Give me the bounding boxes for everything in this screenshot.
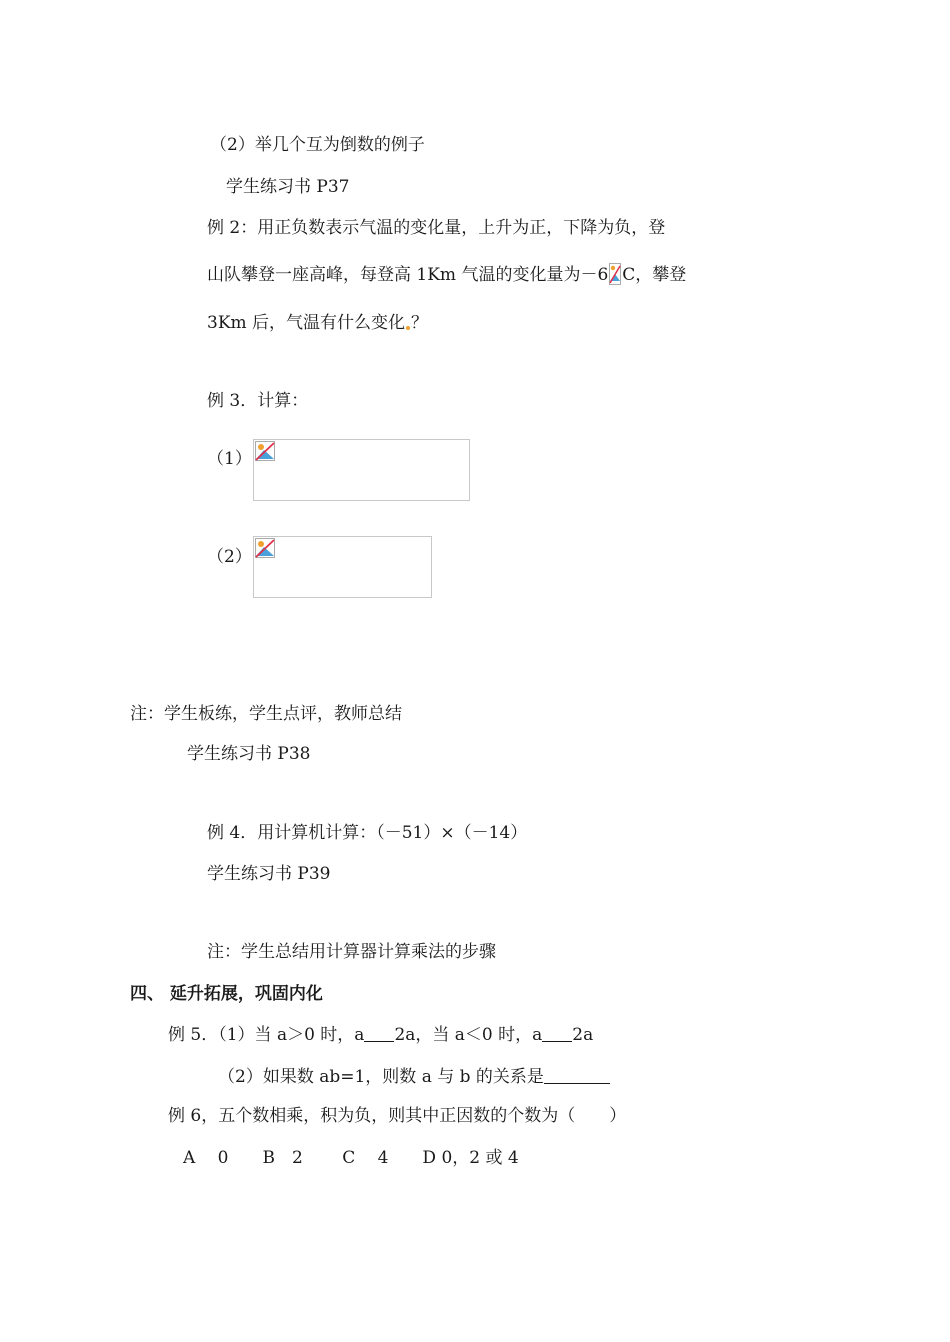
broken-image-icon	[255, 538, 275, 558]
image-marker-icon	[406, 326, 410, 330]
example-5-part-1-tail: 2a	[572, 1025, 594, 1045]
example-3-formula-1-image	[253, 439, 470, 501]
example-2-line-3	[207, 311, 428, 335]
example-2-line-2-tail: C，攀登	[622, 265, 687, 285]
example-2-line-2-text: 山队攀登一座高峰，每登高 1Km 气温的变化量为－6	[207, 265, 609, 285]
example-5-part-2	[218, 1065, 610, 1089]
note-calculator-steps: 注：学生总结用计算器计算乘法的步骤	[207, 942, 496, 962]
example-3-formula-2-image	[253, 536, 432, 598]
example-5-part-1	[168, 1023, 593, 1047]
example-2-line-3-tail: ？	[411, 313, 429, 333]
note-board-practice: 注：学生板练，学生点评，教师总结	[130, 704, 402, 724]
example-2-line-2	[207, 263, 686, 287]
answer-blank	[364, 1025, 394, 1042]
answer-blank	[542, 1025, 572, 1042]
example-2-line-1: 例 2：用正负数表示气温的变化量，上升为正，下降为负，登	[207, 218, 666, 238]
example-6-options: A 0 B 2 C 4 D 0，2 或 4	[183, 1148, 519, 1168]
answer-blank	[544, 1067, 610, 1084]
example-5-part-2-text: （2）如果数 ab=1，则数 a 与 b 的关系是	[218, 1067, 544, 1087]
broken-image-icon	[255, 441, 275, 461]
example-5-part-1-mid: 2a，当 a＜0 时，a	[394, 1025, 543, 1045]
workbook-ref-p37: 学生练习书 P37	[226, 177, 350, 197]
example-3-heading: 例 3．计算：	[207, 391, 309, 411]
example-6: 例 6，五个数相乘，积为负，则其中正因数的个数为（ ）	[168, 1106, 627, 1126]
example-3-item-2-label: （2）	[207, 547, 252, 567]
section-4-heading: 四、 延升拓展，巩固内化	[130, 984, 323, 1004]
workbook-ref-p38: 学生练习书 P38	[187, 744, 311, 764]
example-2-line-3-text: 3Km 后，气温有什么变化	[207, 313, 406, 333]
example-3-item-1-label: （1）	[207, 449, 252, 469]
workbook-ref-p39: 学生练习书 P39	[207, 864, 331, 884]
example-5-part-1-text: 例 5．（1）当 a＞0 时，a	[168, 1025, 365, 1045]
question-2-reciprocal: （2）举几个互为倒数的例子	[210, 135, 425, 155]
example-4: 例 4．用计算机计算：（－51）×（－14）	[207, 823, 528, 843]
broken-image-icon	[609, 263, 621, 285]
